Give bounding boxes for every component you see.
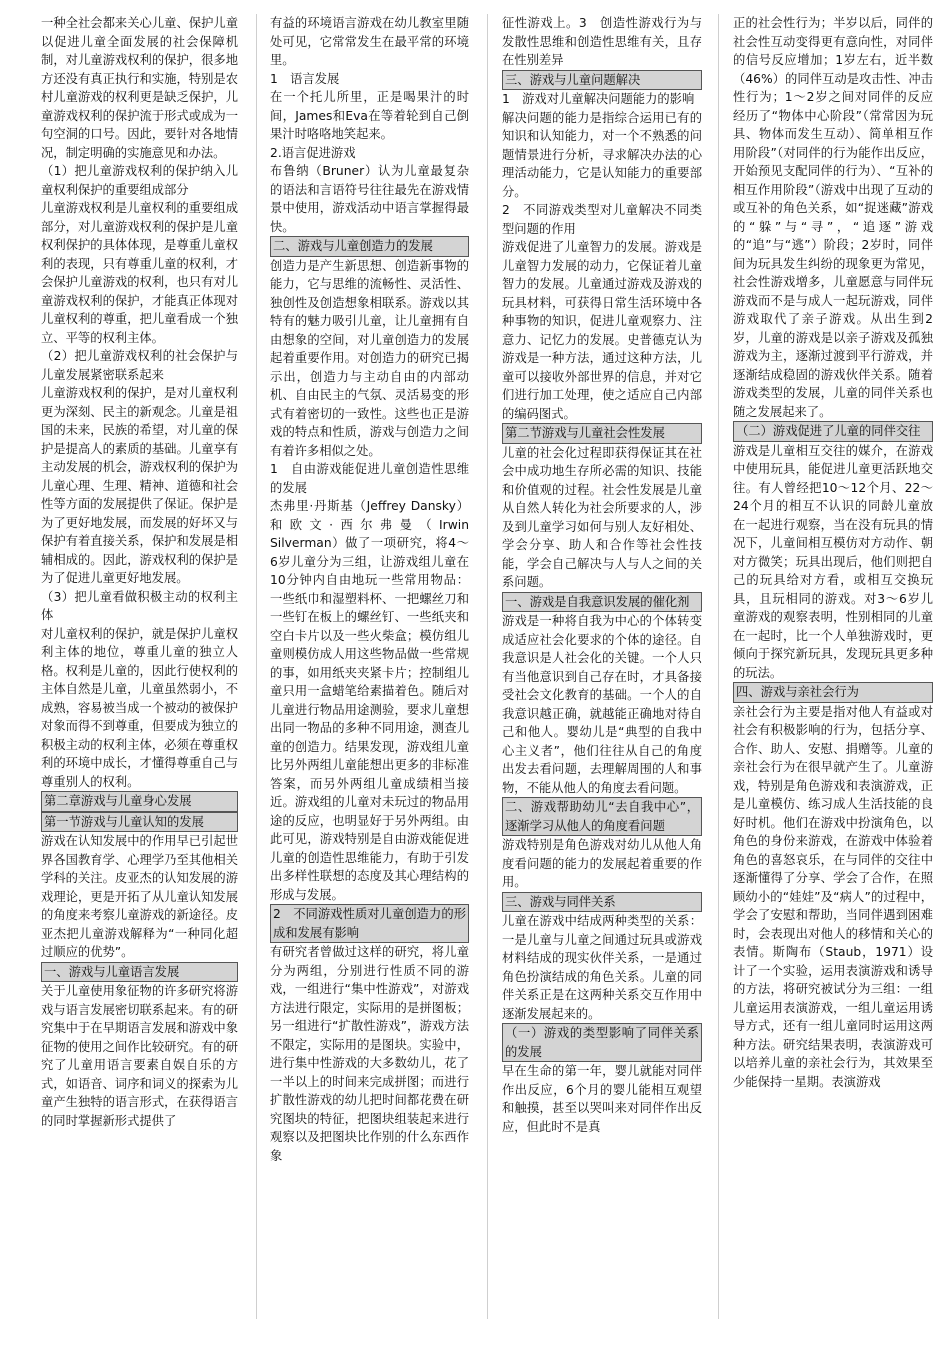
section-heading: 第二节游戏与儿童社会性发展 bbox=[502, 423, 702, 444]
section-heading: 第二章游戏与儿童身心发展 bbox=[41, 791, 238, 812]
section-heading: （二）游戏促进了儿童的同伴交往 bbox=[733, 421, 933, 442]
section-heading: 一、游戏是自我意识发展的催化剂 bbox=[502, 592, 702, 613]
paragraph: 1 自由游戏能促进儿童创造性思维的发展 bbox=[270, 462, 469, 495]
text-column-4 bbox=[733, 14, 933, 1325]
paragraph: 一种全社会都来关心儿童、保护儿童以促进儿童全面发展的社会保障机制，对儿童游戏权利的保护，很多地方还没有真正执行和实施，特别是农村儿童游戏的权利更是缺乏保护，儿童游戏权利的保护流于形式或成为一句空洞的口号。因此，要针对各地情况，制定明确的实施意见和办法。 bbox=[41, 16, 238, 160]
text-column-3 bbox=[502, 14, 702, 1325]
paragraph: 亲社会行为主要是指对他人有益或对社会有积极影响的行为，包括分享、合作、助人、安慰、捐赠等。儿童的亲社会行为在很早就产生了。儿童游戏，特别是角色游戏和表演游戏，正是儿童模仿、练习成人生活技能的良好时机。他们在游戏中扮演角色，以角色的身份来游戏，在游戏中体验着角色的喜怒哀乐，在与同伴的交往中逐渐懂得了分享、学会了合作，在照顾幼小的“娃娃”及“病人”的过程中，学会了安慰和帮助，当同伴遇到困难时，会表现出对他人的移情和关心的表情。斯陶布（Staub，1971）设计了一个实验，运用表演游戏和诱导的方法，将研究被试分为三组：一组儿童运用表演游戏，一组儿童运用诱导方式，还有一组儿童同时运用这两种方法。研究结果表明，表演游戏可以培养儿童的亲社会行为，其效果至少能保持一星期。表演游戏 bbox=[733, 704, 933, 1089]
paragraph: 有益的环境语言游戏在幼儿教室里随处可见，它常常发生在最平常的环境里。 bbox=[270, 16, 469, 67]
section-heading: 二、游戏与儿童创造力的发展 bbox=[270, 236, 469, 257]
paragraph: 正的社会性行为；半岁以后，同伴的社会性互动变得更有意向性，对同伴的信号反应增加；1岁左右，近半数（46%）的同伴互动是攻击性、冲击性行为；1～2岁之间对同伴的反应经历了“物体中心阶段”（常常因为玩具、物体而发生互动）、简单相互作用阶段”（对同伴的行为能作出反应，开始预见支配同伴的行为）、“互补的相互作用阶段”（游戏中出现了互动的或互补的角色关系，如“捉迷藏”游戏的“躲”与“寻”，“追逐”游戏的“追”与“逃”）阶段；2岁时，同伴间为玩具发生纠纷的现象更为常见，社会性游戏增多，儿童愿意与同伴玩游戏而不是与成人一起玩游戏，同伴游戏取代了亲子游戏。从出生到2岁，儿童的游戏是以亲子游戏及孤独游戏为主，逐渐过渡到平行游戏，并逐渐结成稳固的游戏伙伴关系。随着游戏类型的发展，儿童的同伴关系也随之发展起来了。 bbox=[733, 16, 933, 419]
section-heading: 第一节游戏与儿童认知的发展 bbox=[41, 812, 238, 833]
paragraph: 关于儿童使用象征物的许多研究将游戏与语言发展密切联系起来。有的研究集中于在早期语言发展和游戏中象征物的使用之间作比较研究。有的研究了儿童用语言要素自娱自乐的方式，如语音、词序和词义的探索为儿童产生独特的语言形式，在获得语言的同时掌握新形式提供了 bbox=[41, 984, 238, 1128]
paragraph: 儿童游戏权利是儿童权利的重要组成部分，对儿童游戏权利的保护是儿童权利保护的具体体现，是尊重儿童权利的表现，只有尊重儿童的权利，才会保护儿童游戏的权利，也只有对儿童游戏权利的保护，才能真正体现对儿童权利的尊重，把儿童看成一个独立、平等的权利主体。 bbox=[41, 201, 238, 345]
paragraph: （2）把儿童游戏权利的社会保护与儿童发展紧密联系起来 bbox=[41, 349, 238, 382]
paragraph: 儿童的社会化过程即获得保证其在社会中成功地生存所必需的知识、技能和价值观的过程。社会性发展是儿童从自然人转化为社会所要求的人，涉及到儿童学习如何与别人友好相处、学会分享、助人和合作等社会性技能，学会自己解决与人与人之间的关系问题。 bbox=[502, 445, 702, 589]
section-heading: 三、游戏与同伴关系 bbox=[502, 892, 702, 913]
paragraph: 1 游戏对儿童解决问题能力的影响 bbox=[502, 92, 695, 106]
section-heading: （一）游戏的类型影响了同伴关系的发展 bbox=[502, 1023, 702, 1062]
paragraph: 布鲁纳（Bruner）认为儿童最复杂的语法和言语符号往往最先在游戏情景中使用，游戏活动中语言掌握得最快。 bbox=[270, 164, 469, 234]
column-divider bbox=[256, 14, 257, 1319]
paragraph: 在一个托儿所里，正是喝果汁的时间，James和Eva在等着轮到自己倒果汁时咯咯地笑起来。 bbox=[270, 90, 469, 141]
paragraph: 创造力是产生新思想、创造新事物的能力，它与思维的流畅性、灵活性、独创性及创造想象相联系。游戏以其特有的魅力吸引儿童，让儿童拥有自由想象的空间，对儿童创造力的发展起着重要作用。对创造力的研究已揭示出，创造力与主动自由的内部动机、自由民主的气氛、灵活易变的形式有着密切的一致性。这些也正是游戏的特点和性质，游戏与创造力之间有着许多相似之处。 bbox=[270, 258, 469, 458]
paragraph: 1 语言发展 bbox=[270, 71, 340, 86]
paragraph: 2 不同游戏类型对儿童解决不同类型问题的作用 bbox=[502, 203, 702, 236]
paragraph: 2.语言促进游戏 bbox=[270, 145, 356, 160]
paragraph: （1）把儿童游戏权利的保护纳入儿童权利保护的重要组成部分 bbox=[41, 164, 238, 197]
paragraph: 儿童在游戏中结成两种类型的关系：一是儿童与儿童之间通过玩具或游戏材料结成的现实伙伴关系，一是通过角色扮演结成的角色关系。儿童的同伴关系正是在这两种关系交互作用中逐渐发展起来的。 bbox=[502, 914, 702, 1021]
paragraph: 游戏促进了儿童智力的发展。游戏是儿童智力发展的动力，它保证着儿童智力的发展。儿童通过游戏及游戏的玩具材料，可获得日常生活环境中各种事物的知识，促进儿童观察力、注意力、记忆力的发展。史普德克认为游戏是一种方法，通过这种方法，儿童可以接收外部世界的信息，并对它们进行加工处理，使之适应自己内部的编码图式。 bbox=[502, 240, 702, 421]
paragraph: 征性游戏上。3 创造性游戏行为与发散性思维和创造性思维有关，且存在性别差异 bbox=[502, 16, 702, 67]
paragraph: 游戏是儿童相互交往的媒介，在游戏中使用玩具，能促进儿童更活跃地交往。有人曾经把10～12个月、22～24个月的相互不认识的同龄儿童放在一起进行观察，当在没有玩具的情况下，儿童间相互模仿对方动作、朝对方微笑；玩具出现后，他们则把自己的玩具给对方看，或相互交换玩具，且玩相同的游戏。对3～6岁儿童游戏的观察表明，性别相同的儿童在一起时，比一个人单独游戏时，更倾向于探究新玩具，发现玩具更多种的玩法。 bbox=[733, 443, 933, 680]
section-heading: 二、游戏帮助幼儿“去自我中心”，逐渐学习从他人的角度看问题 bbox=[502, 797, 702, 836]
text-column-2 bbox=[270, 14, 469, 1325]
paragraph: 解决问题的能力是指综合运用已有的知识和认知能力，对一个不熟悉的问题情景进行分析，寻求解决办法的心理活动能力，它是认知能力的重要部分。 bbox=[502, 110, 702, 199]
section-heading: 三、游戏与儿童问题解决 bbox=[502, 70, 702, 91]
section-heading: 2 不同游戏性质对儿童创造力的形成和发展有影响 bbox=[270, 904, 469, 943]
text-column-1 bbox=[41, 14, 238, 1325]
paragraph: 对儿童权利的保护，就是保护儿童权利主体的地位，尊重儿童的独立人格。权利是儿童的，因此行使权利的主体自然是儿童，儿童虽然弱小，不成熟，容易被当成一个被动的被保护对象而得不到尊重，但要成为独立的积极主动的权利主体，必须在尊重权利的环境中成长，才懂得尊重自己与尊重别人的权利。 bbox=[41, 626, 238, 789]
paragraph: 有研究者曾做过这样的研究，将儿童分为两组，分别进行性质不同的游戏，一组进行“集中性游戏”，对游戏方法进行限定，实际用的是拼图板；另一组进行“扩散性游戏”，游戏方法不限定，实际用的是图块。实验中，进行集中性游戏的大多数幼儿，花了一半以上的时间来完成拼图；而进行扩散性游戏的幼儿把时间都花费在研究图块的特征，把图块组装起来进行观察以及把图块比作别的什么东西作象 bbox=[270, 945, 469, 1163]
column-divider bbox=[718, 14, 719, 1319]
column-divider bbox=[487, 14, 488, 1319]
paragraph: 儿童游戏权利的保护，是对儿童权利更为深刻、民主的新观念。儿童是祖国的未来，民族的希望，对儿童的保护是提高人的素质的基础。儿童享有主动发展的机会，游戏权利的保护为儿童心理、生理、精神、道德和社会性等方面的发展提供了保证。保护是为了更好地发展，而发展的好坏又与保护有着直接关系，保护和发展是相辅相成的。因此，游戏权利的保护是为了促进儿童更好地发展。 bbox=[41, 386, 238, 585]
paragraph: 游戏在认知发展中的作用早已引起世界各国教育学、心理学乃至其他相关学科的关注。皮亚杰的认知发展的游戏理论，更是开拓了从儿童认知发展的角度来考察儿童游戏的新途径。皮亚杰把儿童游戏解释为“一种同化超过顺应的优势”。 bbox=[41, 834, 238, 959]
section-heading: 四、游戏与亲社会行为 bbox=[733, 682, 933, 703]
paragraph: 早在生命的第一年，婴儿就能对同伴作出反应，6个月的婴儿能相互观望和触摸，甚至以哭叫来对同伴作出反应，但此时不是真 bbox=[502, 1064, 702, 1134]
paragraph: （3）把儿童看做积极主动的权利主体 bbox=[41, 589, 238, 622]
section-heading: 一、游戏与儿童语言发展 bbox=[41, 962, 238, 983]
paragraph: 游戏是一种将自我为中心的个体转变成适应社会化要求的个体的途径。自我意识是人社会化的关键。一个人只有当他意识到自己存在时，才具备接受社会文化教育的基础。一个人的自我意识越正确，就越能正确地对待自己和他人。婴幼儿是“典型的自我中心主义者”，他们往往从自己的角度出发去看问题，去理解周围的人和事物，不能从他人的角度去看问题。 bbox=[502, 614, 702, 795]
paragraph: 游戏特别是角色游戏对幼儿从他人角度看问题的能力的发展起着重要的作用。 bbox=[502, 838, 702, 889]
paragraph: 杰弗里·丹斯基（Jeffrey Dansky）和欧文·西尔弗曼（Irwin Silverman）做了一项研究，将4～6岁儿童分为三组，让游戏组儿童在10分钟内自由地玩一些常用物品：一些纸巾和湿塑料杯、一把螺丝刀和一些钉在板上的螺丝钉、一些纸夹和空白卡片以及一些火柴盒；模仿组儿童则模仿成人用这些物品做一些常规的事，如用纸夹夹紧卡片；控制组儿童只用一盒蜡笔给素描着色。随后对儿童进行物品用途测验，要求儿童想出同一物品的多种不同用途，测查儿童的创造力。结果发现，游戏组儿童比另外两组儿童能想出更多的非标准答案，而另外两组儿童成绩相当接近。游戏组的儿童对未玩过的物品用途的反应，也明显好于另外两组。由此可见，游戏特别是自由游戏能促进儿童的创造性思维能力，有助于引发出多样性联想的态度及其心理结构的形成与发展。 bbox=[270, 499, 469, 902]
